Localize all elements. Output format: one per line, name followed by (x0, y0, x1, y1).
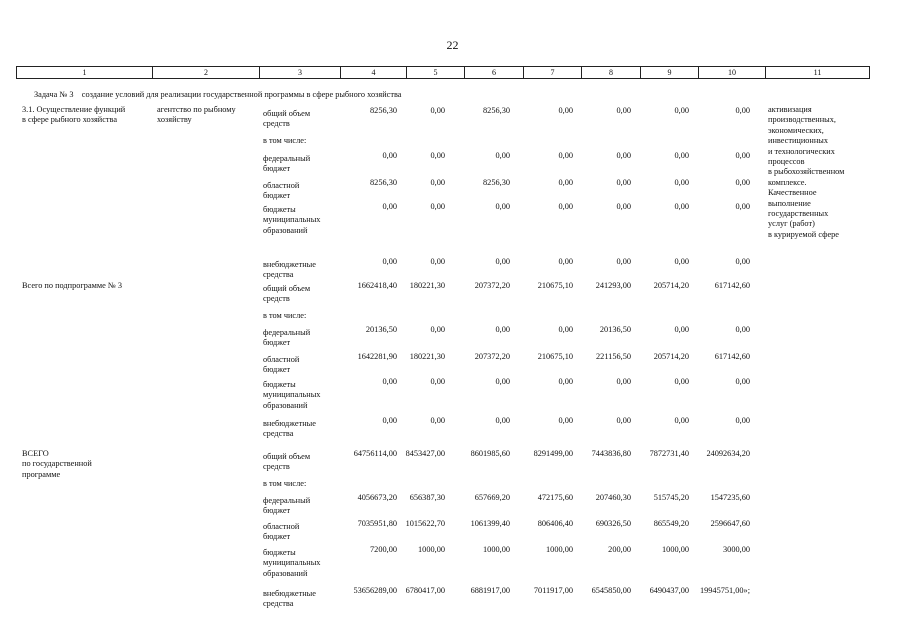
value-cell: 0,00 (495, 325, 510, 334)
value-cell: 0,00 (674, 202, 689, 211)
value-cell: 207460,30 (595, 493, 631, 502)
row-label: в том числе: (263, 479, 307, 488)
value-cell: 0,00 (495, 202, 510, 211)
value-cell: 0,00 (674, 178, 689, 187)
value-cell: 1642281,90 (357, 352, 397, 361)
value-cell: 656387,30 (409, 493, 445, 502)
value-cell: 6780417,00 (405, 586, 445, 595)
header-col-5: 5 (407, 67, 465, 78)
value-cell: 205714,20 (653, 352, 689, 361)
value-cell: 64756114,00 (353, 449, 397, 458)
value-cell: 20136,50 (365, 325, 397, 334)
value-cell: 8453427,00 (405, 449, 445, 458)
value-cell: 180221,30 (409, 281, 445, 290)
value-cell: 7872731,40 (649, 449, 689, 458)
value-cell: 0,00 (735, 178, 750, 187)
value-cell: 472175,60 (537, 493, 573, 502)
value-cell: 0,00 (558, 416, 573, 425)
section1-executor: агентство по рыбному хозяйству (157, 105, 236, 125)
value-cell: 865549,20 (653, 519, 689, 528)
value-cell: 207372,20 (474, 281, 510, 290)
value-cell: 690326,50 (595, 519, 631, 528)
value-cell: 205714,20 (653, 281, 689, 290)
value-cell: 0,00 (430, 151, 445, 160)
value-cell: 0,00 (616, 416, 631, 425)
value-cell: 0,00 (674, 106, 689, 115)
value-cell: 0,00 (495, 377, 510, 386)
value-cell: 0,00 (616, 178, 631, 187)
header-col-3: 3 (260, 67, 341, 78)
value-cell: 210675,10 (537, 281, 573, 290)
value-cell: 0,00 (558, 151, 573, 160)
value-cell: 20136,50 (599, 325, 631, 334)
value-cell: 0,00 (430, 202, 445, 211)
value-cell: 24092634,20 (706, 449, 750, 458)
row-label: общий объем средств (263, 284, 311, 304)
section1-name: 3.1. Осуществление функций в сфере рыбного хозяйства (22, 105, 126, 125)
value-cell: 1000,00 (483, 545, 510, 554)
value-cell: 0,00 (616, 151, 631, 160)
value-cell: 0,00 (382, 202, 397, 211)
value-cell: 0,00 (674, 257, 689, 266)
row-label: бюджеты муниципальных образований (263, 548, 321, 578)
row-label: федеральный бюджет (263, 154, 311, 174)
value-cell: 8256,30 (483, 178, 510, 187)
value-cell: 0,00 (382, 257, 397, 266)
value-cell: 0,00 (735, 325, 750, 334)
value-cell: 0,00 (735, 106, 750, 115)
row-label: внебюджетные средства (263, 589, 316, 609)
value-cell: 0,00 (735, 202, 750, 211)
header-col-2: 2 (153, 67, 260, 78)
value-cell: 6545850,00 (591, 586, 631, 595)
value-cell: 1662418,40 (357, 281, 397, 290)
value-cell: 7200,00 (370, 545, 397, 554)
value-cell: 0,00 (674, 325, 689, 334)
value-cell: 1000,00 (418, 545, 445, 554)
value-cell: 0,00 (616, 257, 631, 266)
value-cell: 0,00 (495, 151, 510, 160)
value-cell: 0,00 (674, 377, 689, 386)
value-cell: 0,00 (674, 151, 689, 160)
value-cell: 0,00 (430, 106, 445, 115)
task-title: Задача № 3 создание условий для реализации государственной программы в сфере рыбного хозяйства (34, 90, 402, 99)
value-cell: 0,00 (382, 151, 397, 160)
value-cell: 53656289,00 (353, 586, 397, 595)
value-cell: 2596647,60 (710, 519, 750, 528)
value-cell: 6490437,00 (649, 586, 689, 595)
table-header-row (16, 66, 870, 79)
section1-result: активизация производственных, экономических, инвестиционных и технологических процессов в рыбохозяйственном комплексе. Качественное выполнение государственных услуг (работ) в курируемой сфере (768, 105, 845, 239)
row-label: в том числе: (263, 136, 307, 145)
value-cell: 207372,20 (474, 352, 510, 361)
row-label: областной бюджет (263, 181, 300, 201)
value-cell: 0,00 (735, 377, 750, 386)
value-cell: 3000,00 (723, 545, 750, 554)
row-label: общий объем средств (263, 109, 311, 129)
value-cell: 0,00 (495, 416, 510, 425)
value-cell: 0,00 (430, 257, 445, 266)
value-cell: 200,00 (608, 545, 631, 554)
row-label: федеральный бюджет (263, 496, 311, 516)
header-col-9: 9 (641, 67, 699, 78)
value-cell: 0,00 (735, 257, 750, 266)
value-cell: 8601985,60 (470, 449, 510, 458)
value-cell: 7011917,00 (533, 586, 573, 595)
value-cell: 0,00 (616, 377, 631, 386)
value-cell: 0,00 (558, 202, 573, 211)
value-cell: 6881917,00 (470, 586, 510, 595)
header-col-1: 1 (17, 67, 153, 78)
row-label: общий объем средств (263, 452, 311, 472)
value-cell: 617142,60 (714, 281, 750, 290)
value-cell: 0,00 (430, 178, 445, 187)
value-cell: 0,00 (495, 257, 510, 266)
row-label: областной бюджет (263, 522, 300, 542)
row-label: бюджеты муниципальных образований (263, 205, 321, 235)
header-col-11: 11 (813, 68, 822, 77)
value-cell: 1061399,40 (470, 519, 510, 528)
row-label: внебюджетные средства (263, 260, 316, 280)
header-col-8: 8 (582, 67, 641, 78)
value-cell: 0,00 (616, 106, 631, 115)
value-cell: 617142,60 (714, 352, 750, 361)
row-label: бюджеты муниципальных образований (263, 380, 321, 410)
value-cell: 0,00 (430, 377, 445, 386)
row-label: в том числе: (263, 311, 307, 320)
value-cell: 0,00 (674, 416, 689, 425)
value-cell: 8256,30 (370, 178, 397, 187)
page-number: 22 (446, 38, 459, 52)
header-col-6: 6 (465, 67, 524, 78)
value-cell: 8291499,00 (533, 449, 573, 458)
row-label: областной бюджет (263, 355, 300, 375)
value-cell: 8256,30 (370, 106, 397, 115)
value-cell: 8256,30 (483, 106, 510, 115)
value-cell: 7035951,80 (357, 519, 397, 528)
header-col-4: 4 (341, 67, 407, 78)
value-cell: 7443836,80 (591, 449, 631, 458)
header-col-10: 10 (699, 67, 766, 78)
value-cell: 0,00 (558, 325, 573, 334)
value-cell: 657669,20 (474, 493, 510, 502)
value-cell: 0,00 (558, 377, 573, 386)
value-cell: 1015622,70 (405, 519, 445, 528)
value-cell: 210675,10 (537, 352, 573, 361)
value-cell: 241293,00 (595, 281, 631, 290)
value-cell: 515745,20 (653, 493, 689, 502)
value-cell: 0,00 (430, 325, 445, 334)
value-cell: 0,00 (735, 151, 750, 160)
value-cell: 0,00 (616, 202, 631, 211)
header-col-7: 7 (524, 67, 582, 78)
value-cell: 221156,50 (596, 352, 631, 361)
value-cell: 180221,30 (409, 352, 445, 361)
value-cell: 806406,40 (537, 519, 573, 528)
value-cell: 19945751,00»; (699, 586, 750, 595)
value-cell: 0,00 (558, 257, 573, 266)
value-cell: 0,00 (430, 416, 445, 425)
value-cell: 1000,00 (546, 545, 573, 554)
section3-name: ВСЕГО по государственной программе (22, 449, 92, 479)
row-label: федеральный бюджет (263, 328, 311, 348)
section2-name: Всего по подпрограмме № 3 (22, 281, 123, 290)
value-cell: 0,00 (382, 377, 397, 386)
value-cell: 0,00 (558, 106, 573, 115)
value-cell: 0,00 (735, 416, 750, 425)
row-label: внебюджетные средства (263, 419, 316, 439)
value-cell: 4056673,20 (357, 493, 397, 502)
value-cell: 0,00 (382, 416, 397, 425)
value-cell: 0,00 (558, 178, 573, 187)
value-cell: 1547235,60 (710, 493, 750, 502)
value-cell: 1000,00 (662, 545, 689, 554)
